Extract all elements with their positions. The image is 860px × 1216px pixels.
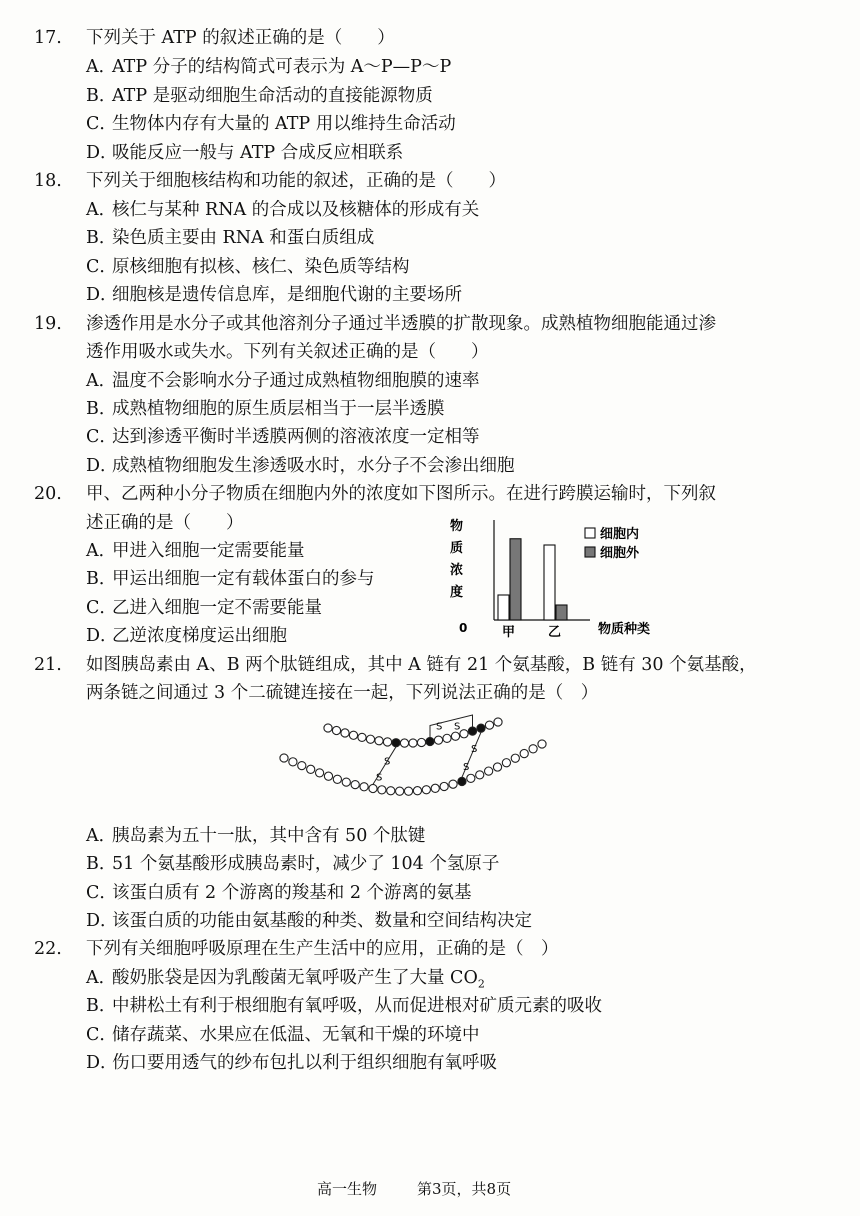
bar-甲-细胞外 [510,539,521,620]
question-number: 20. [34,484,62,504]
question-21 [0,651,860,679]
option-18-a: A．核仁与某种 RNA 的合成以及核糖体的形成有关 [86,200,480,220]
chain-a-residue [443,734,451,742]
page-footer [0,1177,860,1201]
chain-a-residue [366,735,374,743]
option-20-c: C．乙进入细胞一定不需要能量 [86,598,322,618]
option-17-d: D．吸能反应一般与 ATP 合成反应相联系 [86,143,404,163]
option-21-a: A．胰岛素为五十一肽，其中含有 50 个肽键 [86,826,426,846]
footer-page-number: 第3页，共8页 [417,1180,512,1198]
y-axis-label-char: 质 [450,541,464,556]
chain-a-residue [494,718,502,726]
question-stem: 下列有关细胞呼吸原理在生产生活中的应用，正确的是（ ） [86,939,559,959]
question-number: 22. [34,939,62,959]
option-17-a: A．ATP 分子的结构简式可表示为 A～P—P～P [86,57,452,77]
chain-a-residue [477,724,485,732]
chain-b-residue [360,783,368,791]
chain-a-residue [358,733,366,741]
x-axis-label: 物质种类 [598,622,651,637]
chain-b-residue [404,787,412,795]
option-21-d: D．该蛋白质的功能由氨基酸的种类、数量和空间结构决定 [86,911,532,931]
option-18-d: D．细胞核是遗传信息库，是细胞代谢的主要场所 [86,285,462,305]
chain-b-residue [351,781,359,789]
option-22-d: D．伤口要用透气的纱布包扎以利于组织细胞有氧呼吸 [86,1053,497,1073]
chain-a-residue [392,739,400,747]
chain-a-residue [332,726,340,734]
chain-a-residue [341,729,349,737]
option-20-b: B．甲运出细胞一定有载体蛋白的参与 [86,569,375,589]
chain-a-residue [426,737,434,745]
legend [585,526,640,561]
chain-b-residue [298,762,306,770]
chain-b-residue [315,769,323,777]
chain-a-residue [349,731,357,739]
chain-b-residue [538,740,546,748]
option-19-a: A．温度不会影响水分子通过成熟植物细胞膜的速率 [86,371,480,391]
x-tick-labels [502,625,561,640]
chain-a-residue [451,732,459,740]
option-22-b: B．中耕松土有利于根细胞有氧呼吸，从而促进根对矿质元素的吸收 [86,996,602,1016]
sulfur-label: S [471,744,478,756]
y-axis-label [450,518,463,600]
chain-b-residue [502,759,510,767]
chain-b-residue [333,775,341,783]
chain-b-residue [449,780,457,788]
chain-b-residue [520,749,528,757]
sulfur-label: S [454,721,461,733]
question-stem: 下列关于细胞核结构和功能的叙述，正确的是（ ） [86,171,506,191]
question-stem-continued: 两条链之间通过 3 个二硫键连接在一起，下列说法正确的是（ ） [86,683,599,703]
question-stem: 渗透作用是水分子或其他溶剂分子通过半透膜的扩散现象。成熟植物细胞能通过渗 [86,314,716,334]
chain-a [324,718,502,747]
question-number: 18. [34,171,62,191]
disulfide-bonds [373,715,481,784]
chain-b-residue [387,787,395,795]
option-22-c: C．储存蔬菜、水果应在低温、无氧和干燥的环境中 [86,1025,480,1045]
bars [498,539,567,620]
bar-乙-细胞外 [556,605,567,620]
chain-b-residue [458,777,466,785]
question-18 [0,167,860,195]
chain-a-residue [468,727,476,735]
chain-b-residue [324,772,332,780]
question-number: 17. [34,28,62,48]
y-axis-label-char: 物 [450,519,464,534]
question-stem-continued: 透作用吸水或失水。下列有关叙述正确的是（ ） [86,342,489,362]
chain-b-residue [440,782,448,790]
chain-b-residue [369,784,377,792]
chain-b-residue [342,778,350,786]
question-stem: 如图胰岛素由 A、B 两个肽链组成，其中 A 链有 21 个氨基酸，B 链有 30 个氨基酸， [86,655,757,675]
chain-a-residue [324,724,332,732]
chain-b-residue [485,767,493,775]
bar-乙-细胞内 [544,545,555,620]
insulin-chain-diagram [270,710,560,820]
option-21-c: C．该蛋白质有 2 个游离的羧基和 2 个游离的氨基 [86,883,472,903]
chain-b-residue [476,771,484,779]
x-tick-label: 甲 [502,625,516,640]
option-21-b: B．51 个氨基酸形成胰岛素时，减少了 104 个氢原子 [86,854,500,874]
chain-b-residue [511,754,519,762]
question-17 [0,24,860,52]
question-stem: 下列关于 ATP 的叙述正确的是（ ） [86,28,395,48]
legend-label: 细胞内 [600,527,640,542]
chain-b-residue [413,787,421,795]
chain-a-residue [485,721,493,729]
option-20-a: A．甲进入细胞一定需要能量 [86,541,305,561]
option-18-c: C．原核细胞有拟核、核仁、染色质等结构 [86,257,410,277]
chain-a-residue [383,738,391,746]
question-number: 21. [34,655,62,675]
chain-b-residue [422,786,430,794]
question-number: 19. [34,314,62,334]
legend-swatch [585,547,595,557]
subscript: 2 [477,977,485,991]
chain-a-residue [400,739,408,747]
option-19-b: B．成熟植物细胞的原生质层相当于一层半透膜 [86,399,445,419]
bar-甲-细胞内 [498,595,509,620]
legend-label: 细胞外 [600,546,640,561]
y-axis-label-char: 度 [450,585,464,600]
chain-b-residue [467,774,475,782]
chain-b-residue [431,784,439,792]
y-axis-label-char: 浓 [450,563,464,578]
chain-b-residue [307,765,315,773]
question-22 [0,935,860,963]
footer-subject: 高一生物 [317,1180,378,1198]
option-22-a: A．酸奶胀袋是因为乳酸菌无氧呼吸产生了大量 $CO_2$ [86,968,485,991]
question-20 [0,480,860,508]
chain-b-residue [529,745,537,753]
chain-a-residue [375,737,383,745]
chain-b-residue [280,754,288,762]
sulfur-label: S [376,772,383,784]
chain-b-residue [493,763,501,771]
question-stem-continued: 述正确的是（ ） [86,513,244,533]
option-18-b: B．染色质主要由 RNA 和蛋白质组成 [86,228,375,248]
option-17-b: B．ATP 是驱动细胞生命活动的直接能源物质 [86,86,433,106]
chain-b-residue [378,786,386,794]
chain-b [280,740,546,795]
origin-label: 0 [459,621,468,635]
chain-a-residue [409,739,417,747]
concentration-bar-chart [440,512,670,644]
chain-b-residue [396,787,404,795]
option-17-c: C．生物体内存有大量的 ATP 用以维持生命活动 [86,114,456,134]
sulfur-label: S [463,762,470,774]
chain-a-residue [417,738,425,746]
option-20-d: D．乙逆浓度梯度运出细胞 [86,626,287,646]
question-19 [0,310,860,338]
option-19-d: D．成熟植物细胞发生渗透吸水时，水分子不会渗出细胞 [86,456,515,476]
chain-a-residue [460,730,468,738]
x-tick-label: 乙 [548,625,562,640]
question-stem: 甲、乙两种小分子物质在细胞内外的浓度如下图所示。在进行跨膜运输时，下列叙 [86,484,716,504]
option-19-c: C．达到渗透平衡时半透膜两侧的溶液浓度一定相等 [86,427,480,447]
sulfur-label: S [384,756,391,768]
sulfur-label: S [436,721,443,733]
chain-a-residue [434,736,442,744]
chain-b-residue [289,758,297,766]
legend-swatch [585,528,595,538]
